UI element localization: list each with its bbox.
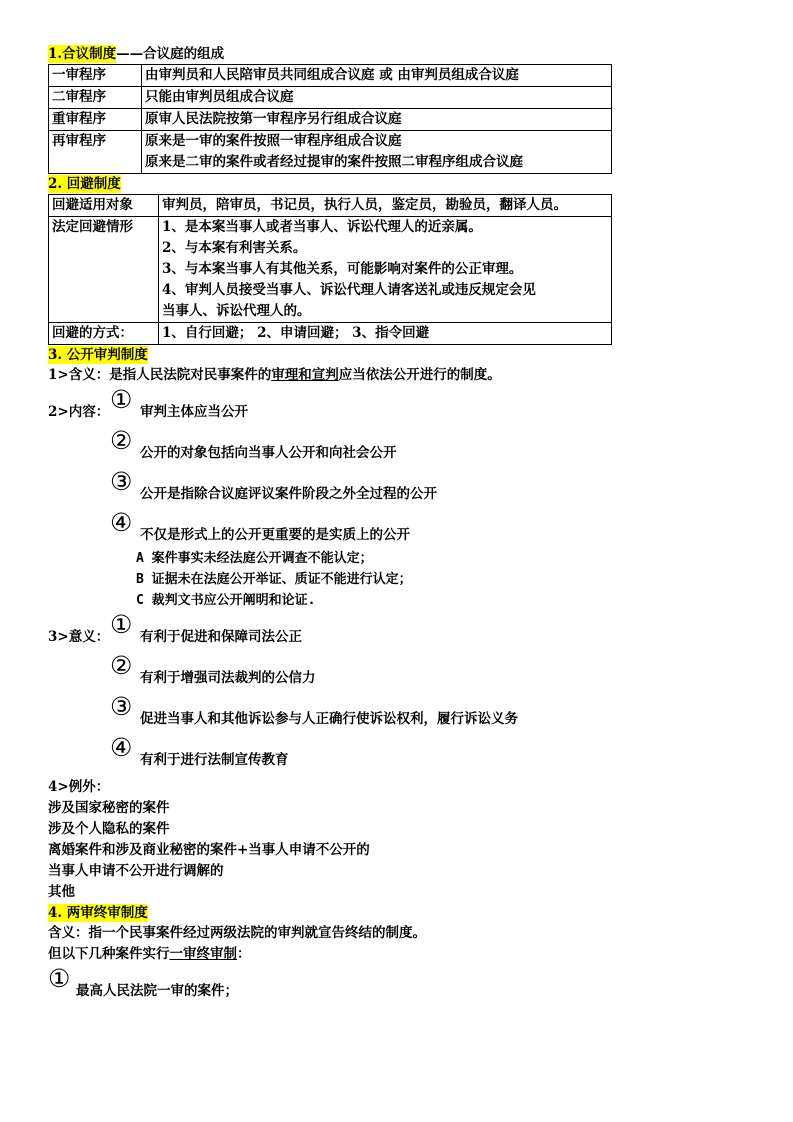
content-text: 公开是指除合议庭评议案件阶段之外全过程的公开 [140, 486, 437, 502]
significance-item [48, 693, 612, 734]
row-value-line: 3、与本案当事人有其他关系，可能影响对案件的公正审理。 [162, 261, 523, 277]
row-label: 再审程序 [49, 131, 142, 174]
exception-lead: 4>例外： [48, 779, 110, 795]
circled-number: ③ [110, 467, 133, 496]
section-2-title [48, 174, 612, 194]
significance-item [48, 611, 612, 652]
meaning-line: 含义：指一个民事案件经过两级法院的审判就宣告终结的制度。 [48, 925, 426, 941]
section-1-subtitle: ——合议庭的组成 [116, 46, 225, 62]
significance-item [48, 652, 612, 693]
table-row [49, 195, 612, 217]
significance-text: 有利于进行法制宣传教育 [140, 752, 289, 768]
content-item [48, 427, 612, 468]
table-row [49, 87, 612, 109]
content-item [48, 509, 612, 548]
underlined-term: 审理和宣判 [271, 367, 339, 383]
section-4-title [48, 903, 612, 923]
row-value: 1、自行回避； 2、申请回避； 3、指令回避 [159, 323, 612, 345]
section-4-highlight: 4. 两审终审制度 [48, 905, 148, 921]
circled-number: ① [48, 964, 71, 993]
table-row [49, 131, 612, 174]
row-label: 回避的方式： [49, 323, 159, 345]
table-row [49, 65, 612, 87]
circled-number: ② [110, 426, 133, 455]
underlined-term: 一审终审制 [169, 946, 237, 962]
case-text: 最高人民法院一审的案件； [76, 983, 238, 999]
exception-line: 离婚案件和涉及商业秘密的案件+当事人申请不公开的 [48, 842, 370, 858]
table-row [49, 109, 612, 131]
row-value-line: 1、是本案当事人或者当事人、诉讼代理人的近亲属。 [162, 219, 482, 235]
circled-number: ④ [110, 508, 133, 537]
circled-number: ① [110, 610, 133, 639]
row-value-line: 当事人、诉讼代理人的。 [162, 303, 311, 319]
row-value-line: 4、审判人员接受当事人、诉讼代理人请客送礼或违反规定会见 [162, 282, 536, 298]
document-page [48, 44, 612, 1006]
row-label: 回避适用对象 [49, 195, 159, 217]
exception-line: 其他 [48, 884, 75, 900]
section-3-highlight: 3. 公开审判制度 [48, 347, 148, 363]
collegial-table [48, 64, 612, 174]
significance-item [48, 734, 612, 775]
section-1-highlight: 1.合议制度 [48, 46, 117, 62]
significance-text: 有利于促进和保障司法公正 [140, 629, 302, 645]
section-3-title [48, 345, 612, 365]
sub-point: C 裁判文书应公开阐明和论证. [136, 593, 316, 608]
content-text: 不仅是形式上的公开更重要的是实质上的公开 [140, 527, 410, 543]
row-value-line: 原来是二审的案件或者经过提审的案件按照二审程序组成合议庭 [145, 154, 523, 170]
row-value: 由审判员和人民陪审员共同组成合议庭 或 由审判员组成合议庭 [142, 65, 612, 87]
case-item [48, 965, 612, 1006]
circled-number: ③ [110, 692, 133, 721]
content-item [48, 468, 612, 509]
circled-number: ① [110, 385, 133, 414]
significance-lead: 3>意义： [48, 629, 110, 645]
exception-line: 涉及国家秘密的案件 [48, 800, 170, 816]
row-label: 二审程序 [49, 87, 142, 109]
exception-intro: 但以下几种案件实行一审终审制： [48, 946, 251, 962]
significance-text: 促进当事人和其他诉讼参与人正确行使诉讼权利，履行诉讼义务 [140, 711, 518, 727]
sub-point: A 案件事实未经法庭公开调查不能认定； [136, 551, 373, 566]
row-value: 只能由审判员组成合议庭 [142, 87, 612, 109]
row-value: 审判员，陪审员，书记员，执行人员，鉴定员，勘验员，翻译人员。 [159, 195, 612, 217]
recusal-table [48, 194, 612, 345]
content-item [48, 386, 612, 427]
section-1-title [48, 44, 612, 64]
row-value-line: 2、与本案有利害关系。 [162, 240, 307, 256]
sub-point: B 证据未在法庭公开举证、质证不能进行认定； [136, 572, 412, 587]
significance-text: 有利于增强司法裁判的公信力 [140, 670, 316, 686]
content-text: 审判主体应当公开 [140, 404, 248, 420]
row-value: 原审人民法院按第一审程序另行组成合议庭 [142, 109, 612, 131]
circled-number: ② [110, 651, 133, 680]
row-label: 一审程序 [49, 65, 142, 87]
content-lead: 2>内容： [48, 404, 110, 420]
row-label: 重审程序 [49, 109, 142, 131]
content-text: 公开的对象包括向当事人公开和向社会公开 [140, 445, 397, 461]
exception-line: 涉及个人隐私的案件 [48, 821, 170, 837]
section-2-highlight: 2. 回避制度 [48, 176, 121, 192]
row-value [159, 217, 612, 323]
row-value-line: 原来是一审的案件按照一审程序组成合议庭 [145, 133, 402, 149]
row-label: 法定回避情形 [49, 217, 159, 323]
meaning-line: 1>含义：是指人民法院对民事案件的审理和宣判应当依法公开进行的制度。 [48, 367, 501, 383]
exception-line: 当事人申请不公开进行调解的 [48, 863, 224, 879]
circled-number: ④ [110, 733, 133, 762]
table-row [49, 323, 612, 345]
row-value [142, 131, 612, 174]
table-row [49, 217, 612, 323]
